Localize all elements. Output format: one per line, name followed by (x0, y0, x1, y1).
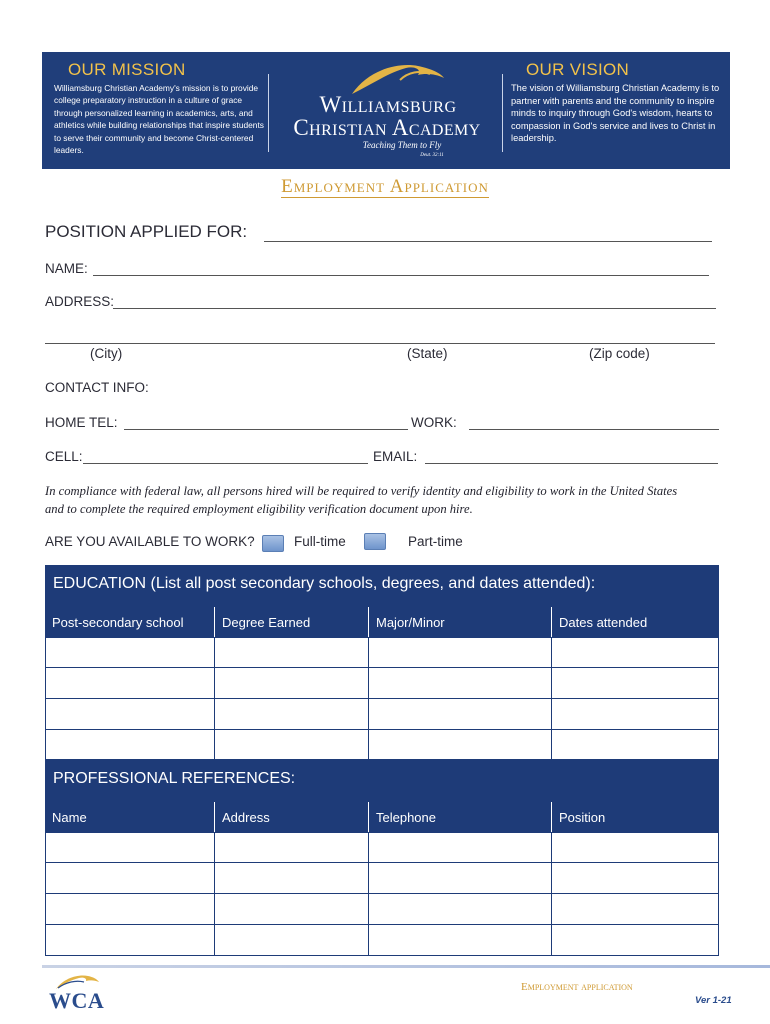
education-cell[interactable] (368, 667, 552, 699)
work-tel-field[interactable] (469, 416, 719, 430)
name-label: NAME: (45, 261, 88, 276)
references-cell[interactable] (368, 832, 552, 863)
logo-wordmark-line1: Williamsburg (319, 92, 457, 117)
education-header: EDUCATION (List all post secondary schools, degrees, and dates attended): (45, 565, 719, 607)
education-cell[interactable] (45, 637, 215, 668)
references-cell[interactable] (551, 832, 719, 863)
education-cell[interactable] (368, 637, 552, 668)
references-cell[interactable] (214, 893, 369, 925)
page-title (0, 176, 770, 198)
references-cell[interactable] (214, 924, 369, 956)
references-cell[interactable] (551, 924, 719, 956)
references-header: PROFESSIONAL REFERENCES: (45, 760, 719, 802)
logo-verse: Deut. 32:11 (420, 153, 444, 158)
references-col-name: Name (45, 802, 214, 832)
mission-title: OUR MISSION (68, 60, 186, 79)
education-cell[interactable] (551, 637, 719, 668)
banner-divider-left (268, 74, 269, 152)
references-cell[interactable] (45, 862, 215, 894)
contact-info-label: CONTACT INFO: (45, 380, 149, 395)
logo-tagline: Teaching Them to Fly (362, 140, 442, 150)
compliance-line-1: In compliance with federal law, all persons hired will be required to verify identity and eligibility to work in the United States (45, 484, 678, 498)
education-col-dates: Dates attended (551, 607, 719, 637)
references-cell[interactable] (214, 862, 369, 894)
education-col-degree: Degree Earned (214, 607, 368, 637)
mission-text: Williamsburg Christian Academy's mission is to provide college preparatory instruction in a culture of grace through personalized learning in academics, arts, and athletics while building relationships that inspire students to serve their community and become Christ-centered leaders. (54, 83, 264, 156)
education-cell[interactable] (551, 667, 719, 699)
home-tel-label: HOME TEL: (45, 415, 118, 430)
part-time-checkbox[interactable] (364, 533, 386, 550)
logo-wordmark-line2: Christian Academy (293, 115, 481, 140)
education-cell[interactable] (45, 698, 215, 730)
education-cell[interactable] (368, 729, 552, 760)
references-cell[interactable] (368, 862, 552, 894)
position-label: POSITION APPLIED FOR: (45, 222, 248, 241)
full-time-label: Full-time (294, 534, 346, 549)
compliance-notice (45, 482, 735, 518)
cell-label: CELL: (45, 449, 83, 464)
education-cell[interactable] (45, 729, 215, 760)
vision-title: OUR VISION (526, 60, 630, 79)
references-cell[interactable] (45, 893, 215, 925)
vision-text: The vision of Williamsburg Christian Academy is to partner with parents and the community to inspire minds to inquiry through God's wisdom, hearts to compassion in God's service and lives to Christ in leadership. (511, 83, 720, 144)
page-title-text: Employment Application (281, 176, 489, 197)
address-line2-field[interactable] (45, 329, 715, 344)
education-cell[interactable] (214, 667, 369, 699)
references-cell[interactable] (45, 832, 215, 863)
references-col-position: Position (551, 802, 719, 832)
footer-logo: WCA (49, 988, 105, 1013)
references-cell[interactable] (368, 893, 552, 925)
references-cell[interactable] (368, 924, 552, 956)
banner-divider-right (502, 74, 503, 152)
education-col-major: Major/Minor (368, 607, 551, 637)
education-col-school: Post-secondary school (45, 607, 214, 637)
name-field[interactable] (93, 262, 709, 276)
education-cell[interactable] (368, 698, 552, 730)
header-banner (42, 52, 730, 169)
footer-version: Ver 1-21 (695, 995, 732, 1006)
work-label: WORK: (411, 415, 457, 430)
zip-label: (Zip code) (589, 346, 650, 361)
education-cell[interactable] (551, 729, 719, 760)
references-cell[interactable] (214, 832, 369, 863)
footer-divider (42, 965, 770, 968)
references-cell[interactable] (551, 893, 719, 925)
references-cell[interactable] (551, 862, 719, 894)
education-cell[interactable] (214, 698, 369, 730)
footer-doc-label: Employment application (521, 981, 633, 993)
email-field[interactable] (425, 450, 718, 464)
compliance-line-2: and to complete the required employment eligibility verification document upon hire. (45, 502, 473, 516)
full-time-checkbox[interactable] (262, 535, 284, 552)
part-time-label: Part-time (408, 534, 463, 549)
home-tel-field[interactable] (124, 416, 408, 430)
email-label: EMAIL: (373, 449, 418, 464)
references-col-address: Address (214, 802, 368, 832)
education-cell[interactable] (214, 729, 369, 760)
address-field[interactable] (113, 295, 716, 309)
address-label: ADDRESS: (45, 294, 115, 309)
education-cell[interactable] (214, 637, 369, 668)
education-cell[interactable] (551, 698, 719, 730)
city-label: (City) (90, 346, 123, 361)
eagle-logo-icon (348, 60, 448, 96)
references-col-telephone: Telephone (368, 802, 551, 832)
state-label: (State) (407, 346, 448, 361)
position-field[interactable] (264, 225, 712, 242)
references-cell[interactable] (45, 924, 215, 956)
availability-label: ARE YOU AVAILABLE TO WORK? (45, 534, 255, 549)
education-cell[interactable] (45, 667, 215, 699)
cell-field[interactable] (83, 450, 368, 464)
